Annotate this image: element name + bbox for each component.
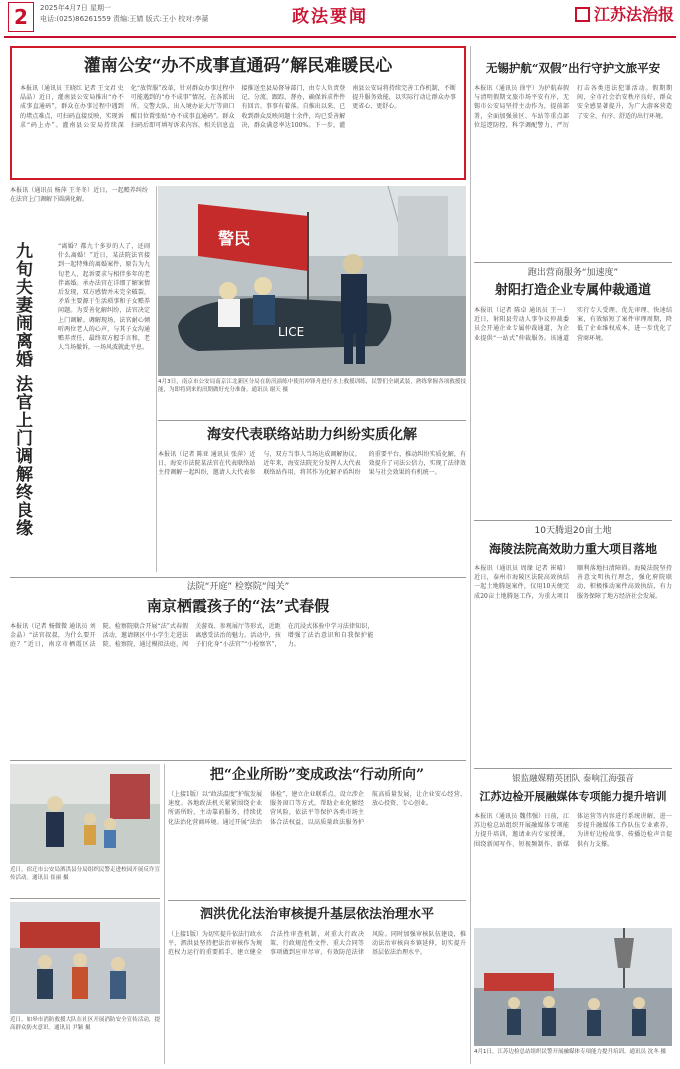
haian-title: 海安代表联络站助力纠纷实质化解 [207, 427, 417, 443]
sihong-body [168, 930, 466, 1062]
sihong-text: 为切实提升依法行政水平，泗洪县坚持把法治审核作为规范权力运行的重要抓手，建立健全合法性审查机制，对重大行政决策、行政规范性文件、重大合同等事项做到应审尽审，有效防范法律风险。同时加强审核队伍建设，推动法治审核向乡镇延伸，切实提升基层依法治理水平。 [168, 931, 466, 957]
photo-training [474, 928, 672, 1046]
photo-bottom-right-credit: 通讯员 沈冬 摄 [629, 1049, 667, 1055]
photo-anti-fraud-caption [10, 866, 160, 894]
sihong-byline: （上接1版） [168, 931, 202, 938]
photo-boat-rescue-caption [158, 378, 466, 414]
photo-fire-safety-caption [10, 1016, 160, 1066]
lead-body [20, 84, 456, 172]
border-kicker: 银监融媒精英团队 泰响江海强音 [512, 774, 634, 784]
nanjing-kicker: 法院“开庭” 检察院“闯关” [186, 582, 290, 592]
sihong-title: 泗洪优化法治审核提升基层依法治理水平 [199, 907, 434, 922]
border-title: 江苏边检开展融媒体专项能力提升培训 [479, 790, 667, 803]
column-divider [156, 186, 157, 572]
photo-training-caption [474, 1048, 672, 1066]
sheyang-kicker: 跑出营商服务“加速度” [527, 268, 619, 278]
fire-safety-image [10, 902, 160, 1014]
newspaper-logo-icon [575, 7, 590, 22]
left-article-title: 九旬夫妻闹离婚 法官上门调解终良缘 [12, 242, 32, 537]
column-divider [470, 46, 471, 1064]
enterprise-text: 以“政法温度”护航发展速度。各地政法机关紧紧围绕企业所需所盼，主动靠前服务，持续优化法治化营商环境。通过开展“法治体检”、建立企业联系点、设立涉企服务窗口等方式，帮助企业化解经营风险，依法平等保护各类市场主体合法权益，以高质量政法服务护航高质量发展，让企业安心经营、放心投资、专心创业。 [168, 791, 466, 826]
photo-lower-left-credit: 通讯员 崔丽 摄 [32, 875, 69, 881]
divider [474, 262, 672, 263]
hailing-kicker: 10天腾退20亩土地 [534, 526, 612, 536]
left-article-byline: 本报讯（通讯员 杨萍 王冬冬）近日，一起赡养纠纷在法官上门调解下圆满化解。 [10, 187, 148, 204]
lead-title: 灌南公安“办不成事直通码”解民难暖民心 [83, 56, 393, 76]
section-title: 政法要闻 [292, 7, 368, 27]
svg-text:警民: 警民 [218, 229, 251, 248]
photo-fire-safety [10, 902, 160, 1014]
enterprise-article [168, 764, 466, 894]
photo-bottom-left-credit: 通讯员 尹颖 摄 [54, 1025, 91, 1031]
issue-date: 2025年4月7日 星期一 [40, 4, 111, 12]
divider [158, 420, 466, 421]
anti-fraud-image [10, 764, 160, 864]
border-inspection-article [474, 772, 672, 922]
photo-anti-fraud [10, 764, 160, 864]
wuxi-title: 无锡护航“双假”出行守护文旅平安 [485, 61, 661, 75]
sheyang-article [474, 266, 672, 512]
divider [10, 577, 466, 578]
lead-text: 灌南县公安局持续深化“放管服”改革，针对群众办事过程中可能遇到的“办不成事”情况，在各派出所、交警大队、出入境办证大厅等窗口醒目位置张贴“办不成事直通码”。群众扫码后即可填写诉求内容，相关信息直接推送至县局督导部门，由专人负责登记、分流、跟踪、督办，确保诉求件件有回音、事事有着落。自推出以来，已收到群众反映问题十余件，均已妥善解决，群众满意率达100%。下一步，灌南县公安局将持续完善工作机制，不断提升服务效能，以实际行动让群众办事更省心、更舒心。 [62, 85, 456, 129]
divider [10, 898, 160, 899]
enterprise-title: 把“企业所盼”变成政法“行动所向” [209, 767, 425, 783]
hailing-body: 本报讯（通讯员 周缘 记者 崔晴）近日，泰州市海陵区法院高效执结一起土地腾退案件，仅用10天便完成20亩土地腾退工作，为重大项目顺利落地扫清障碍。海陵法院坚持善意文明执行理念，强化府院联动，积极推动案件高效执结，有力服务保障了地方经济社会发展。 [474, 565, 672, 600]
haian-article [158, 424, 466, 572]
photo1-credit: 通讯员 谢天 摄 [251, 387, 289, 393]
photo-bottom-right-caption: 4月1日，江苏边检总站组织民警开展融媒体专项能力提升培训。 [474, 1049, 630, 1055]
enterprise-body [168, 790, 466, 892]
lead-article [10, 46, 466, 180]
hailing-title: 海陵法院高效助力重大项目落地 [488, 542, 657, 556]
photo-boat-rescue [158, 186, 466, 376]
masthead [0, 0, 680, 40]
photo1-caption-text: 4月3日，南京市公安局南京江北新区分局在防汛演练中使用冲锋舟进行水上救援训练，民警们全副武装，熟练掌握各项救援技能，为即将到来的汛期做好充分准备。 [158, 379, 466, 393]
sheyang-title: 射阳打造企业专属仲裁通道 [494, 283, 651, 298]
lead-byline: 本报讯（通讯员 王晓红 记者 王文君 史晶晶）近日，灌南县公安局推出“办不成事直通码”，群众在办事过程中遇到的堵点难点，可扫码直接反映，实现诉求“码上办”。 [20, 85, 124, 129]
page-number: 2 [8, 2, 34, 32]
hailing-article [474, 524, 672, 764]
wuxi-article [474, 58, 672, 258]
training-image [474, 928, 672, 1046]
wuxi-body: 本报讯（通讯员 徐宇）为护航春假与清明假期文旅市场平安有序，无锡市公安局坚持主动作为，提前部署，全面加强景区、车站等重点部位巡逻防控，科学调配警力，严厉打击各类违法犯罪活动。假期期间，全市社会治安秩序良好，群众安全感显著提升，为广大游客营造了安全、有序、舒适的出行环境。 [474, 85, 672, 129]
divider [474, 520, 672, 521]
left-article-body: “离婚？都九十多岁的人了，还闹什么离婚！”近日，某法院法官接到一起特殊的离婚案件，原告为九旬老人，起诉要求与相伴多年的老伴离婚。承办法官在详细了解案情后发现，双方感情并未完全破裂，矛盾主要源于生活琐事和子女赡养问题。为妥善化解纠纷，法官决定上门调解。调解现场，法官耐心倾听两位老人的心声，与其子女沟通赡养责任，最终双方握手言和，老人当场撤诉，一场风波就此平息。 [58, 243, 150, 352]
column-divider [164, 764, 165, 1064]
nanjing-article [10, 580, 466, 756]
masthead-rule [4, 36, 676, 38]
nanjing-body: 本报讯（记者 杨微微 通讯员 刘金晶）“法官叔叔，为什么要开庭？”近日，南京市栖霞区法院、检察院联合开展“法”式春假活动，邀请辖区中小学生走进法院、检察院，通过模拟法庭、闯关游戏、参观展厅等形式，近距离感受法治的魅力。活动中，孩子们化身“小法官”“小检察官”，在沉浸式体验中学习法律知识，增强了法治意识和自我保护能力。 [10, 623, 374, 649]
nanjing-title: 南京栖霞孩子的“法”式春假 [146, 597, 330, 615]
photo-bottom-left-caption: 近日，如皋市消防救援大队在社区开展消防安全宣传活动，提高群众防火意识。 [10, 1017, 160, 1031]
boat-rescue-image [158, 186, 466, 376]
haian-body: 本报讯（记者 陈亚 通讯员 张萍）近日，海安市法院某法官在代表联络站主持调解一起纠纷，邀请人大代表参与，双方当事人当场达成调解协议。近年来，海安法院充分发挥人大代表联络站作用，将其作为化解矛盾纠纷的重要平台，推动纠纷实质化解，有效提升了司法公信力，实现了法律效果与社会效果的有机统一。 [158, 451, 466, 477]
divider [10, 760, 466, 761]
divider [168, 900, 466, 901]
issue-meta [40, 3, 209, 25]
newspaper-brand [575, 2, 674, 25]
photo-lower-left-caption: 近日，宿迁市公安局泗洪县分局组织民警走进校园开展反诈宣传活动。 [10, 867, 160, 881]
divider [474, 768, 672, 769]
svg-text:LICE: LICE [278, 325, 305, 339]
sheyang-body: 本报讯（记者 陈卓 通讯员 王一）近日，射阳县劳动人事争议仲裁委员会开通企业专属仲裁通道，为企业提供“一站式”仲裁服务。该通道实行专人受理、优先审理、快速结案，有效缩短了案件审理周期，降低了企业维权成本，进一步优化了营商环境。 [474, 307, 672, 342]
sihong-article [168, 904, 466, 1064]
enterprise-byline: （上接1版） [168, 791, 202, 798]
border-body: 本报讯（通讯员 魏伟强）日前，江苏边检总站组织开展融媒体专项能力提升培训，邀请业内专家授课，围绕新闻写作、短视频制作、新媒体运营等内容进行系统讲解，进一步提升融媒体工作队伍专业素养，为讲好边检故事、传播边检声音提供有力支撑。 [474, 813, 672, 848]
brand-name: 江苏法治报 [593, 5, 674, 24]
issue-editors: 电话:(025)86261559 责编:王婧 版式:王小 校对:李蔷 [40, 15, 209, 23]
left-article [10, 186, 150, 572]
